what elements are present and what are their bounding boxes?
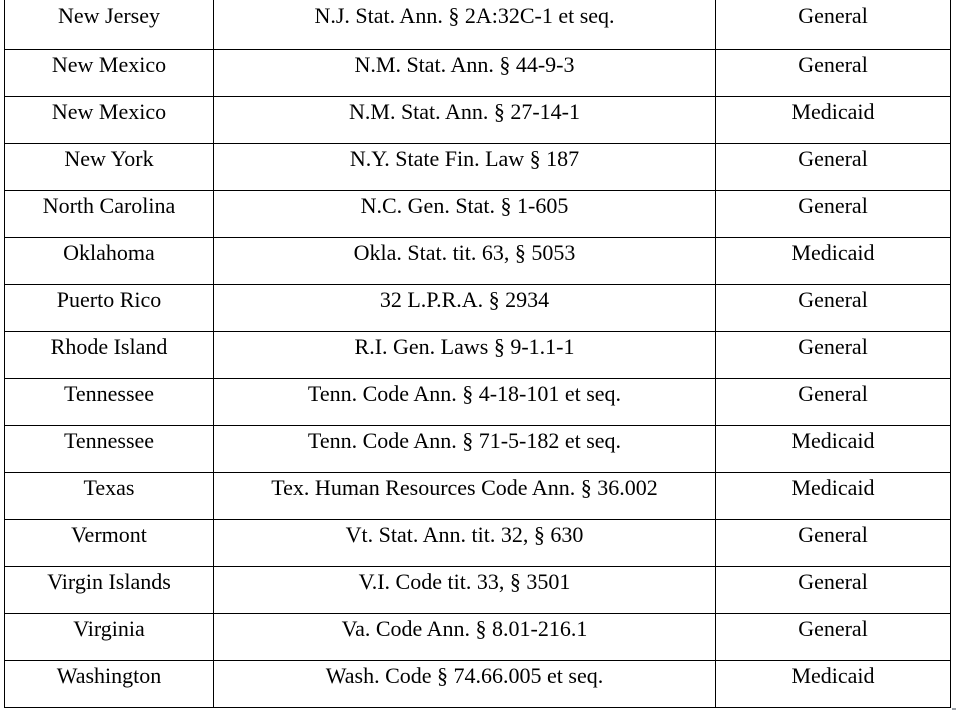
statute-table-body — [5, 0, 951, 708]
citation-cell: Wash. Code § 74.66.005 et seq. — [214, 661, 716, 708]
state-cell: Rhode Island — [5, 332, 214, 379]
type-cell: General — [716, 50, 951, 97]
statute-table-container — [4, 0, 950, 708]
state-cell: New York — [5, 144, 214, 191]
table-row — [5, 473, 951, 520]
table-row — [5, 426, 951, 473]
state-cell: Virgin Islands — [5, 567, 214, 614]
table-row — [5, 567, 951, 614]
state-cell: North Carolina — [5, 191, 214, 238]
citation-cell: Tenn. Code Ann. § 4-18-101 et seq. — [214, 379, 716, 426]
type-cell: General — [716, 0, 951, 50]
type-cell: General — [716, 191, 951, 238]
table-row — [5, 285, 951, 332]
citation-cell: V.I. Code tit. 33, § 3501 — [214, 567, 716, 614]
state-cell: Oklahoma — [5, 238, 214, 285]
citation-cell: 32 L.P.R.A. § 2934 — [214, 285, 716, 332]
table-row — [5, 520, 951, 567]
state-cell: Puerto Rico — [5, 285, 214, 332]
citation-cell: R.I. Gen. Laws § 9-1.1-1 — [214, 332, 716, 379]
state-cell: Vermont — [5, 520, 214, 567]
table-row — [5, 191, 951, 238]
table-row — [5, 144, 951, 191]
citation-cell: Va. Code Ann. § 8.01-216.1 — [214, 614, 716, 661]
table-row — [5, 97, 951, 144]
type-cell: General — [716, 285, 951, 332]
citation-cell: N.Y. State Fin. Law § 187 — [214, 144, 716, 191]
citation-cell: Vt. Stat. Ann. tit. 32, § 630 — [214, 520, 716, 567]
type-cell: General — [716, 520, 951, 567]
type-cell: Medicaid — [716, 97, 951, 144]
type-cell: Medicaid — [716, 238, 951, 285]
citation-cell: N.J. Stat. Ann. § 2A:32C-1 et seq. — [214, 0, 716, 50]
table-row — [5, 614, 951, 661]
state-cell: Texas — [5, 473, 214, 520]
state-cell: Virginia — [5, 614, 214, 661]
state-cell: New Mexico — [5, 97, 214, 144]
statute-table — [4, 0, 951, 708]
state-cell: Tennessee — [5, 426, 214, 473]
table-row — [5, 50, 951, 97]
type-cell: General — [716, 144, 951, 191]
citation-cell: Okla. Stat. tit. 63, § 5053 — [214, 238, 716, 285]
table-row — [5, 238, 951, 285]
citation-cell: N.M. Stat. Ann. § 27-14-1 — [214, 97, 716, 144]
type-cell: General — [716, 332, 951, 379]
type-cell: Medicaid — [716, 661, 951, 708]
state-cell: Washington — [5, 661, 214, 708]
table-row — [5, 661, 951, 708]
type-cell: General — [716, 614, 951, 661]
citation-cell: Tenn. Code Ann. § 71-5-182 et seq. — [214, 426, 716, 473]
state-cell: New Jersey — [5, 0, 214, 50]
type-cell: Medicaid — [716, 473, 951, 520]
citation-cell: Tex. Human Resources Code Ann. § 36.002 — [214, 473, 716, 520]
type-cell: General — [716, 379, 951, 426]
state-cell: Tennessee — [5, 379, 214, 426]
citation-cell: N.C. Gen. Stat. § 1-605 — [214, 191, 716, 238]
table-row — [5, 0, 951, 50]
page-corner-mark — [952, 708, 956, 710]
type-cell: General — [716, 567, 951, 614]
table-row — [5, 332, 951, 379]
type-cell: Medicaid — [716, 426, 951, 473]
citation-cell: N.M. Stat. Ann. § 44-9-3 — [214, 50, 716, 97]
table-row — [5, 379, 951, 426]
state-cell: New Mexico — [5, 50, 214, 97]
